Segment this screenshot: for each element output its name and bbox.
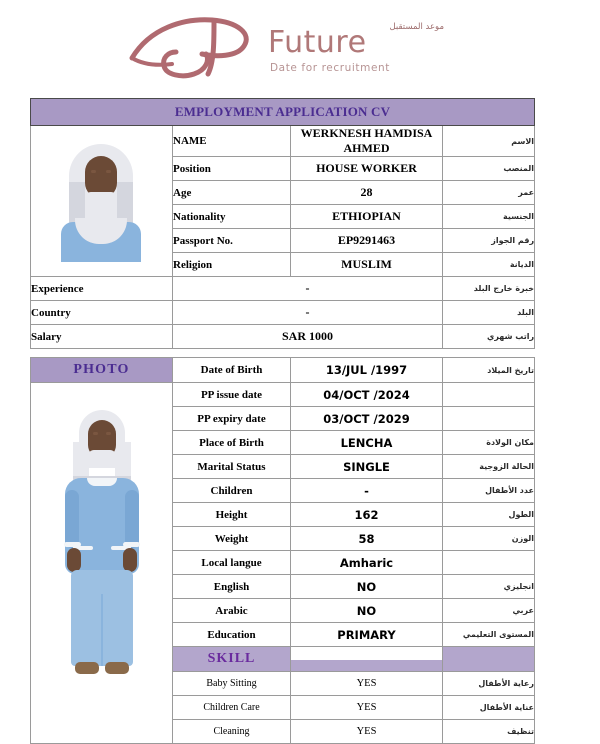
field-value: SAR 1000: [173, 325, 443, 349]
field-value: -: [173, 277, 443, 301]
table-row: [31, 301, 535, 325]
company-logo-band: [0, 0, 600, 96]
field-label-arabic: عمر: [443, 181, 535, 205]
field-value: 162: [291, 503, 443, 527]
skill-label-arabic: رعاية الأطفال: [443, 672, 535, 696]
table-row: [31, 126, 535, 157]
field-label: NAME: [173, 126, 291, 157]
field-value: NO: [291, 599, 443, 623]
field-label: Arabic: [173, 599, 291, 623]
field-value: HOUSE WORKER: [291, 157, 443, 181]
fullbody-photo: [31, 398, 171, 728]
field-label: Age: [173, 181, 291, 205]
field-label-arabic: الطول: [443, 503, 535, 527]
skill-section-header: SKILL: [173, 647, 291, 672]
field-label: Country: [31, 301, 173, 325]
field-label: Date of Birth: [173, 358, 291, 383]
banner-row: [31, 99, 535, 126]
field-value: LENCHA: [291, 431, 443, 455]
field-value: PRIMARY: [291, 623, 443, 647]
cv-document: [30, 98, 534, 744]
skill-value: YES: [291, 672, 443, 696]
field-label-arabic: المنصب: [443, 157, 535, 181]
details-and-skills-table: [30, 357, 535, 744]
field-label-arabic: المستوى التعليمي: [443, 623, 535, 647]
logo-arabic-text: موعد المستقبل: [389, 22, 444, 32]
field-value: -: [291, 479, 443, 503]
headshot-photo: [31, 130, 171, 272]
field-value: Amharic: [291, 551, 443, 575]
table-row: [31, 325, 535, 349]
skill-label: Baby Sitting: [173, 672, 291, 696]
field-label: Education: [173, 623, 291, 647]
field-label: Nationality: [173, 205, 291, 229]
field-label: PP issue date: [173, 383, 291, 407]
field-label: PP expiry date: [173, 407, 291, 431]
field-label-arabic: [443, 551, 535, 575]
table-row: [31, 358, 535, 383]
field-label: Passport No.: [173, 229, 291, 253]
document-title-banner: EMPLOYMENT APPLICATION CV: [31, 99, 535, 126]
headshot-photo-cell: [31, 126, 173, 277]
field-label-arabic: رقم الجواز: [443, 229, 535, 253]
skill-label-arabic: عناية الأطفال: [443, 696, 535, 720]
field-value: 04/OCT /2024: [291, 383, 443, 407]
field-label-arabic: تاريخ الميلاد: [443, 358, 535, 383]
field-label-arabic: الديانة: [443, 253, 535, 277]
field-label: Height: [173, 503, 291, 527]
field-label: Experience: [31, 277, 173, 301]
skill-label-arabic: تنظيف: [443, 720, 535, 744]
field-label-arabic: الوزن: [443, 527, 535, 551]
field-label-arabic: عربي: [443, 599, 535, 623]
field-label-arabic: [443, 407, 535, 431]
field-label: Place of Birth: [173, 431, 291, 455]
field-label-arabic: خبرة خارج البلد: [443, 277, 535, 301]
field-label: Local langue: [173, 551, 291, 575]
fullbody-photo-cell: [31, 383, 173, 744]
field-label: Marital Status: [173, 455, 291, 479]
skill-label: Children Care: [173, 696, 291, 720]
photo-section-header: PHOTO: [31, 358, 173, 383]
field-value: 13/JUL /1997: [291, 358, 443, 383]
personal-information-table: [30, 98, 535, 349]
field-value: 28: [291, 181, 443, 205]
logo-tagline-text: Date for recruitment: [270, 62, 390, 74]
field-label-arabic: البلد: [443, 301, 535, 325]
field-label-arabic: راتب شهري: [443, 325, 535, 349]
field-label-arabic: انجليزي: [443, 575, 535, 599]
field-value: WERKNESH HAMDISA AHMED: [291, 126, 443, 157]
field-value: NO: [291, 575, 443, 599]
skill-value: YES: [291, 720, 443, 744]
table-row: [31, 277, 535, 301]
field-label: English: [173, 575, 291, 599]
field-label: Children: [173, 479, 291, 503]
field-label-arabic: الاسم: [443, 126, 535, 157]
field-label-arabic: [443, 383, 535, 407]
skill-header-arabic-cell: [443, 647, 535, 672]
field-label: Weight: [173, 527, 291, 551]
field-label-arabic: الحالة الزوجية: [443, 455, 535, 479]
field-label: Religion: [173, 253, 291, 277]
field-value: 03/OCT /2029: [291, 407, 443, 431]
field-value: SINGLE: [291, 455, 443, 479]
future-swirl-logo-icon: [128, 12, 268, 84]
field-label: Position: [173, 157, 291, 181]
logo-brand-text: Future: [268, 25, 367, 60]
field-label-arabic: عدد الأطفال: [443, 479, 535, 503]
field-label-arabic: الجنسية: [443, 205, 535, 229]
field-value: 58: [291, 527, 443, 551]
table-row: [31, 383, 535, 407]
field-value: EP9291463: [291, 229, 443, 253]
field-label: Salary: [31, 325, 173, 349]
skill-header-band-cell: [291, 647, 443, 672]
skill-header-band: [291, 660, 442, 671]
skill-value: YES: [291, 696, 443, 720]
field-value: ETHIOPIAN: [291, 205, 443, 229]
field-label-arabic: مكان الولادة: [443, 431, 535, 455]
skill-label: Cleaning: [173, 720, 291, 744]
field-value: MUSLIM: [291, 253, 443, 277]
field-value: -: [173, 301, 443, 325]
